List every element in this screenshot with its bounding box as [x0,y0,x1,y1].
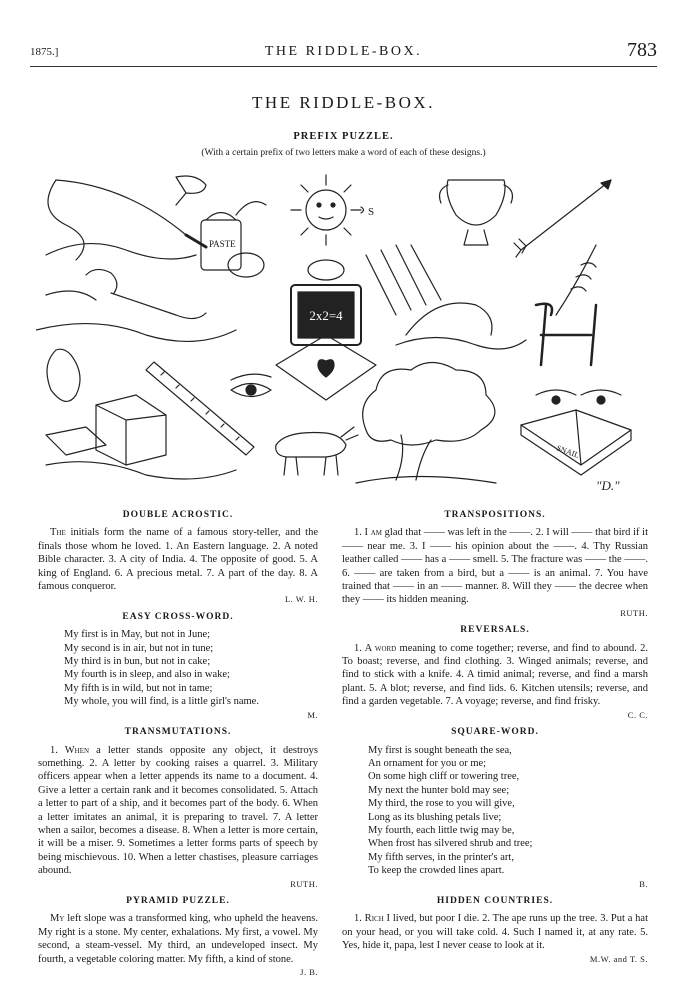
transpositions-heading: TRANSPOSITIONS. [444,510,546,520]
reversals-lead: 1. A word [354,642,397,654]
reversals-text [342,642,648,709]
verse-line: My first is in May, but not in June; [64,629,211,641]
vase-label: PASTE [209,239,236,249]
reversals-body: meaning to come together; reverse, and find to abound. 2. To boast; reverse, and find clothing. 3. Winged animals; reverse, and find to stick with a knife. 4. A timid animal; reverse, and find a marsh plant. 5. A blot; reverse, and find lids. 6. Kitchen utensils; reverse, and find a garden vegetable. 7. A voyage; reverse, and find frisky. [342,642,649,708]
hidden-countries-signature: M.W. and T. S. [589,953,648,964]
reversals-signature: C. C. [627,709,648,720]
artist-signature: "D." [596,478,620,493]
pyramid-puzzle-heading: PYRAMID PUZZLE. [126,895,230,906]
pyramid-puzzle-text [38,912,318,966]
verse-line: My next the hunter bold may see; [368,784,510,796]
slate-text: 2x2=4 [309,308,343,323]
page-title: THE RIDDLE-BOX. [252,93,435,112]
hidden-countries-text [342,912,648,952]
double-acrostic-heading: DOUBLE ACROSTIC. [122,510,234,520]
hand-drawing [176,176,206,205]
prefix-puzzle-illustration [36,165,651,495]
book-drawing [521,390,631,475]
verse-line: My first is sought beneath the sea, [368,744,512,756]
verse-line: My whole, you will find, is a little girl's name. [64,696,259,708]
hoop-drawing [308,260,344,280]
transmutations-body: a letter stands opposite any object, it destroys something. 2. A letter by cooking raises a quarrel. 3. Military officers appear when a letter appends its name to a document. 4. Give a letter a certain rank and it becomes consolidated. 5. Attach a letter to part of a ship, and it becomes part of the body. 6. When a letter imitates an animal, it is preparing to travel. 7. A letter when a sailor, becomes a disease. 8. When a letter is more certain, it will be a miser. 9. Sometimes a letter forms parts of speech by being mischievous. 10. When a letter chastises, pleasure carriages abound. [38,744,318,877]
wheat-drawing [556,245,596,315]
transmutations-heading: TRANSMUTATIONS. [124,727,232,738]
letter-h-drawing [536,304,596,365]
book-text: SNAIL [555,443,581,460]
right-column [342,505,648,966]
running-head [30,39,657,64]
urn-drawing [440,180,513,245]
verse-line: My third, the rose to you will give, [368,798,515,810]
verse-line: My fifth serves, in the printer's art, [368,851,514,863]
pyramid-puzzle-signature: J. B. [300,967,318,977]
verse-line: Long as its blushing petals live; [368,811,502,823]
verse-line: An ornament for you or me; [368,757,487,769]
transpositions-body: glad that —— was left in the ——. 2. I will —— that bird if it —— near me. 3. I —— his opinion about the ——. 4. Thy Russian leather called —— has a —— smell. 5. The fracture was —— the ——. 6. —— are taken from a bird, but a —— is an animal. 7. You have trained that —— in an —— manner. 8. Will they —— the decree when they —— its hidden meaning. [342,527,648,606]
transpositions-signature: RUTH. [620,607,648,618]
pyramid-puzzle-lead: My [50,913,65,925]
double-acrostic-signature: L. W. H. [284,594,318,605]
square-word-signature: B. [639,878,648,889]
transpositions-lead: 1. I am [354,527,382,539]
left-column [38,505,318,979]
hidden-countries-lead: 1. Rich [354,913,384,925]
transmutations-signature: RUTH. [290,878,318,889]
verse-line: My third is in bun, but not in cake; [64,656,211,668]
transmutations-text [38,744,318,878]
pyramid-puzzle-body: left slope was a transformed king, who upheld the heavens. My right is a stone. My center, exhalations. My first, a vowel. My second, a steam-vessel. My third, an undeveloped insect. My fourth, a vegetable coloring matter. My fifth, a kind of stone. [38,913,318,965]
boat-storm-drawing [366,245,526,349]
double-acrostic-lead: The [50,527,66,539]
reversals-heading: REVERSALS. [460,625,530,636]
swimmer-drawing [36,244,236,342]
verse-line: When frost has silvered shrub and tree; [368,838,533,850]
square-word-heading: SQUARE-WORD. [451,727,539,738]
easy-cross-word-signature: M. [307,709,318,720]
transmutations-lead: 1. When [50,744,90,756]
verse-line: My fifth is in wild, but not in tame; [64,682,213,694]
header-rule [30,66,657,67]
sun-letter: S [368,206,375,218]
sun-drawing [291,175,364,245]
double-acrostic-body: initials form the name of a famous story-teller, and the finals those whom he loved. 1. An Eastern language. 2. A noted Bible character. 3. A city of India. 4. The opposite of good. 5. A king of England. 6. A precious metal. 7. A part of the day. 8. A famous conqueror. [38,527,318,593]
header-page-number: 783 [627,39,657,61]
square-word-verse [342,744,648,878]
prefix-puzzle-heading: PREFIX PUZZLE. [293,131,394,142]
hidden-countries-body: I lived, but poor I die. 2. The ape runs up the tree. 3. Put a hat on your head, or you will take cold. 4. Such I named it, at any rate. 5. Yes, hide it, papa, lest I never cease to look at it. [342,913,648,952]
double-acrostic-text [38,526,318,593]
transpositions-text [342,526,648,606]
header-year: 1875.] [30,46,59,58]
arrow-drawing [514,180,611,257]
verse-line: My fourth is in sleep, and also in wake; [64,669,230,681]
easy-cross-word-verse [38,628,318,708]
tree-drawing [356,363,496,484]
eye-drawing [231,374,271,396]
verse-line: My second is in air, but not in tune; [64,642,214,654]
verse-line: To keep the crowded lines apart. [368,865,505,877]
bull-drawing [276,427,358,475]
whip-drawing [48,180,206,260]
hidden-countries-heading: HIDDEN COUNTRIES. [436,895,554,906]
prefix-puzzle-note: (With a certain prefix of two letters make a word of each of these designs.) [201,148,486,158]
ruler-drawing [146,362,254,455]
easy-cross-word-heading: EASY CROSS-WORD. [122,611,234,622]
verse-line: On some high cliff or towering tree, [368,771,520,783]
verse-line: My fourth, each little twig may be, [368,824,515,836]
header-running-title: THE RIDDLE-BOX. [264,44,423,59]
ear-drawing [47,349,80,401]
